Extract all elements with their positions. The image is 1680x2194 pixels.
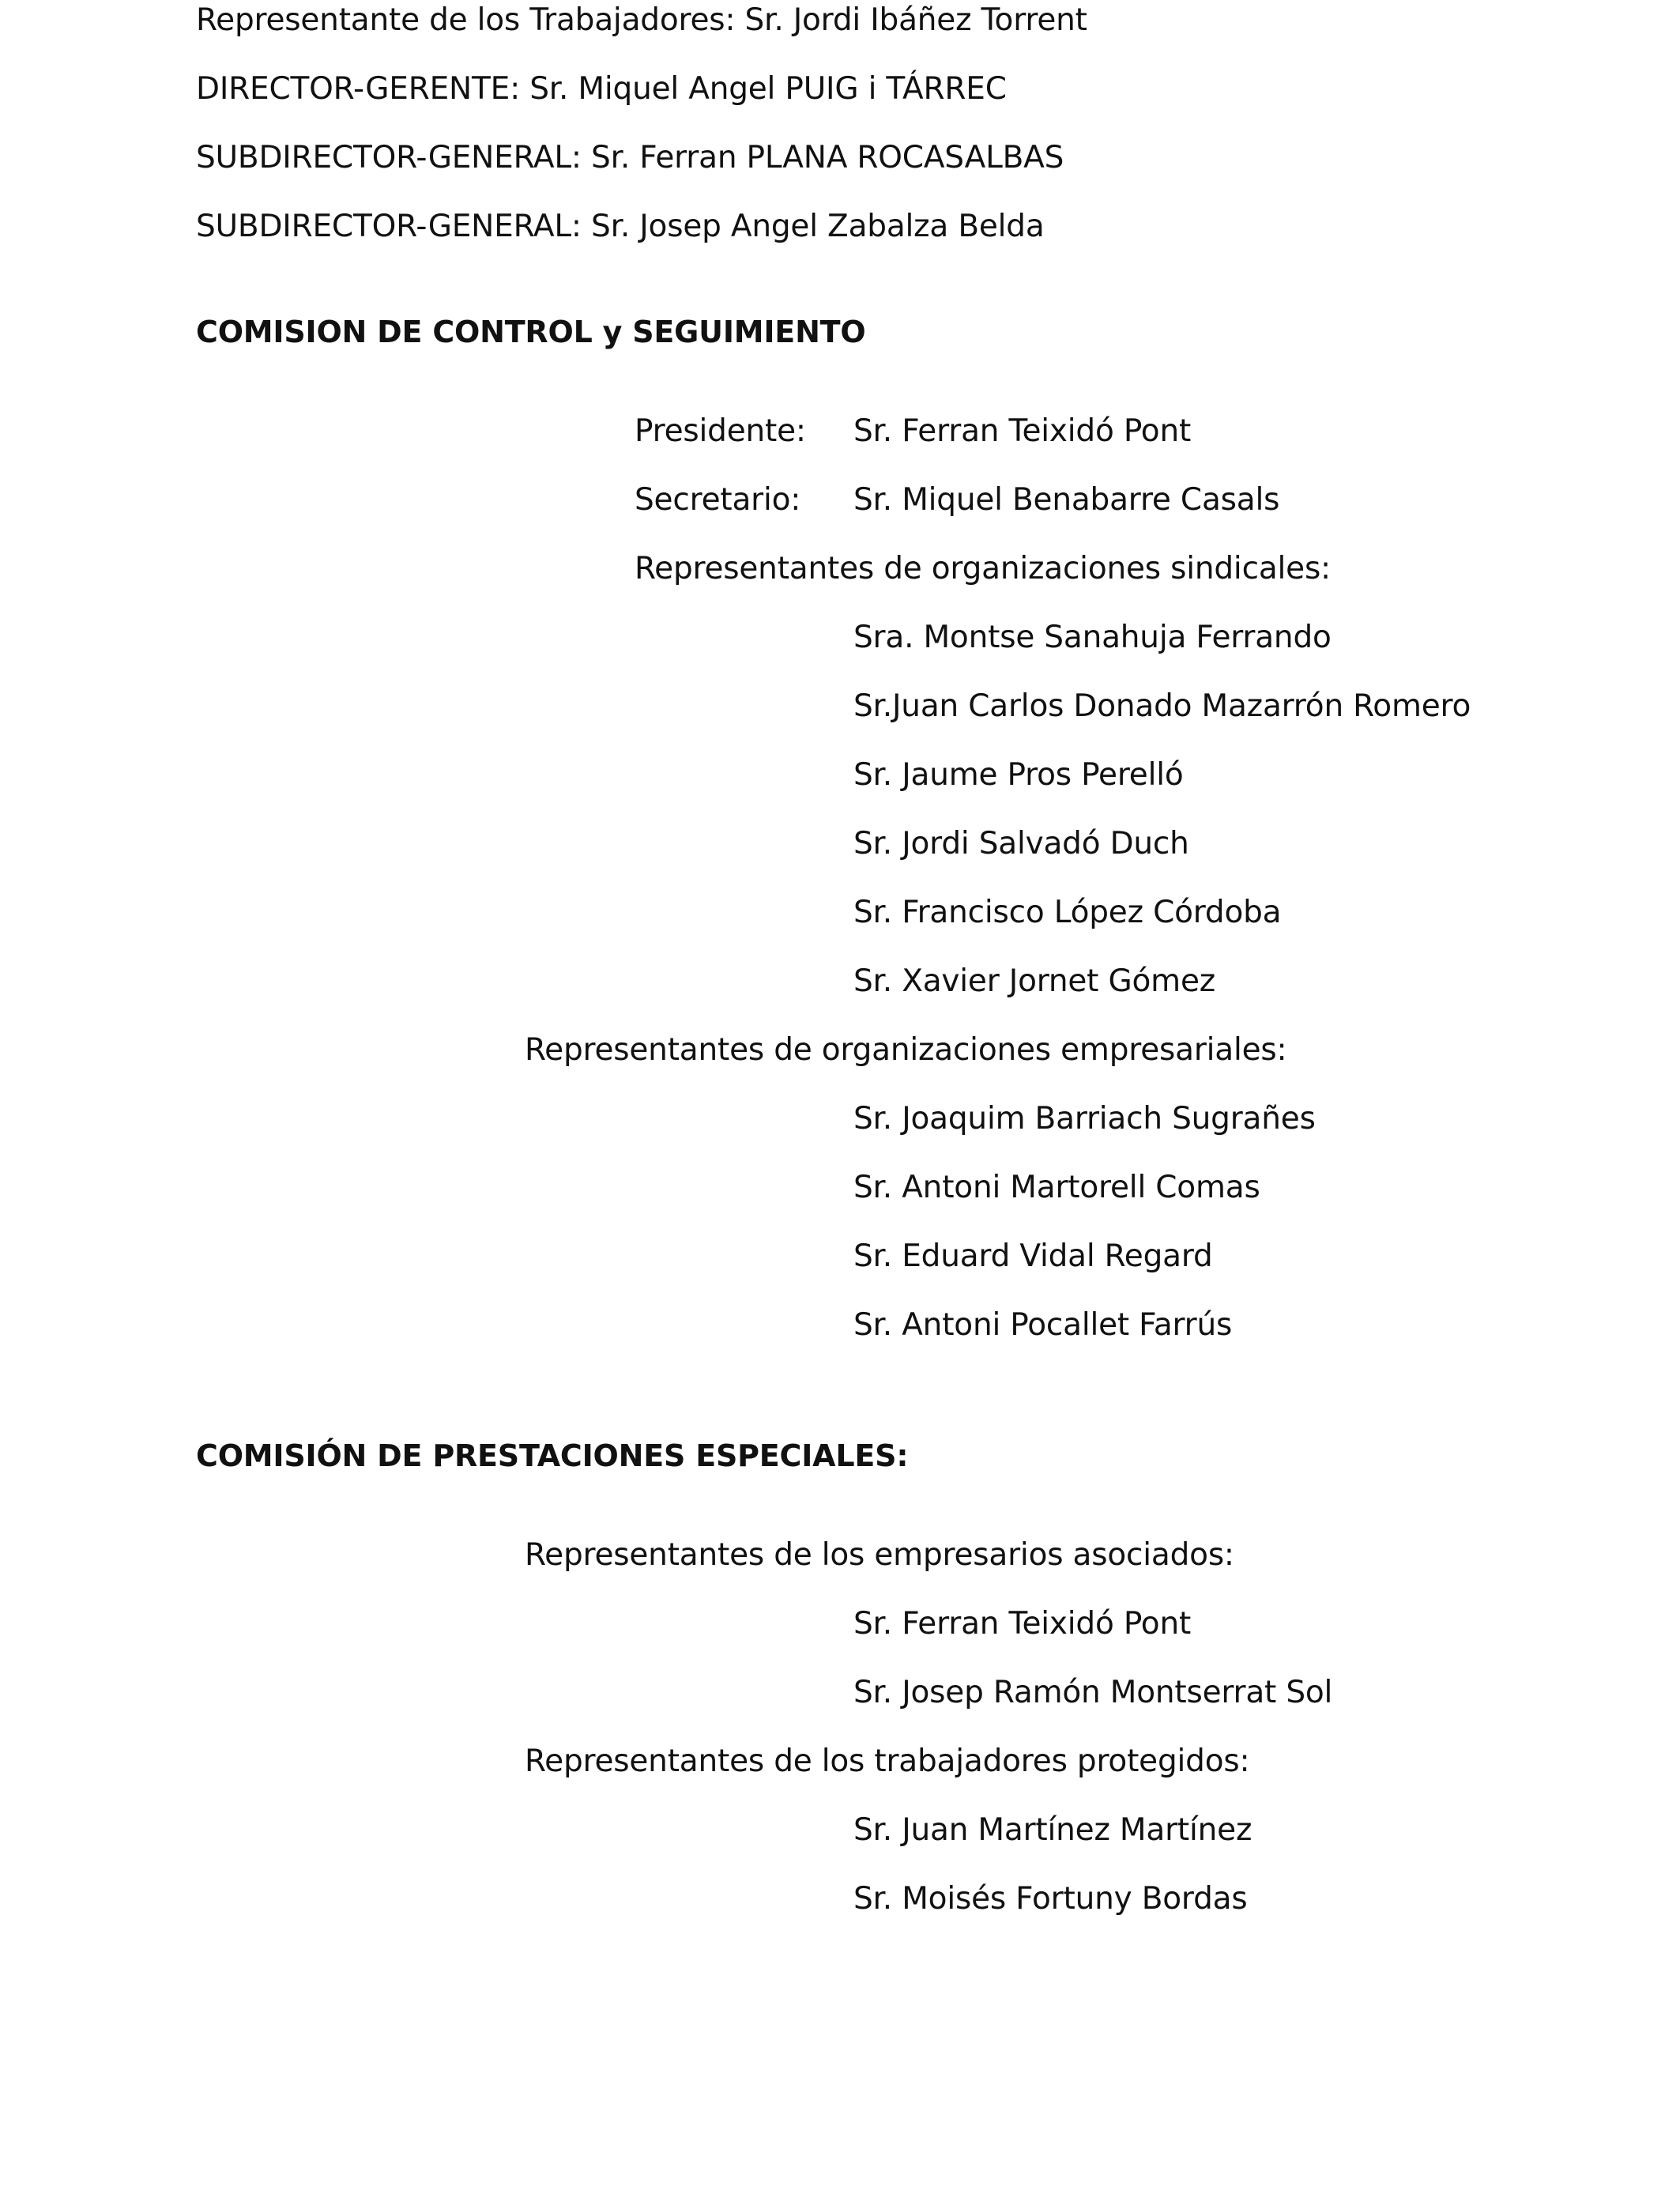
- business-representatives-label: Representantes de organizaciones empresariales:: [525, 1032, 1287, 1068]
- business-member: Sr. Joaquim Barriach Sugrañes: [853, 1101, 1316, 1137]
- union-member: Sr.Juan Carlos Donado Mazarrón Romero: [853, 688, 1471, 724]
- subdirector-general-1: SUBDIRECTOR-GENERAL: Sr. Ferran PLANA ROCASALBAS: [196, 140, 1064, 175]
- union-member: Sr. Jaume Pros Perelló: [853, 757, 1184, 793]
- union-member: Sra. Montse Sanahuja Ferrando: [853, 620, 1332, 655]
- business-member: Sr. Antoni Martorell Comas: [853, 1170, 1260, 1205]
- president-label: Presidente:: [635, 413, 806, 449]
- president-name: Sr. Ferran Teixidó Pont: [853, 413, 1192, 449]
- employers-representatives-label: Representantes de los empresarios asociados:: [525, 1537, 1234, 1573]
- special-benefits-heading: COMISIÓN DE PRESTACIONES ESPECIALES:: [196, 1438, 909, 1473]
- director-gerente: DIRECTOR-GERENTE: Sr. Miquel Angel PUIG i TÁRREC: [196, 71, 1007, 107]
- union-representatives-label: Representantes de organizaciones sindicales:: [635, 551, 1332, 586]
- union-member: Sr. Francisco López Córdoba: [853, 895, 1282, 930]
- employers-member: Sr. Ferran Teixidó Pont: [853, 1606, 1192, 1642]
- union-member: Sr. Jordi Salvadó Duch: [853, 826, 1189, 861]
- workers-representative: Representante de los Trabajadores: Sr. Jordi Ibáñez Torrent: [196, 2, 1087, 38]
- protected-worker-member: Sr. Moisés Fortuny Bordas: [853, 1881, 1248, 1917]
- employers-member: Sr. Josep Ramón Montserrat Sol: [853, 1675, 1333, 1710]
- business-member: Sr. Antoni Pocallet Farrús: [853, 1307, 1233, 1343]
- protected-worker-member: Sr. Juan Martínez Martínez: [853, 1812, 1252, 1848]
- secretary-name: Sr. Miquel Benabarre Casals: [853, 482, 1280, 518]
- protected-workers-label: Representantes de los trabajadores protegidos:: [525, 1744, 1250, 1779]
- subdirector-general-2: SUBDIRECTOR-GENERAL: Sr. Josep Angel Zabalza Belda: [196, 209, 1045, 244]
- secretary-label: Secretario:: [635, 482, 801, 518]
- control-commission-heading: COMISION DE CONTROL y SEGUIMIENTO: [196, 315, 866, 349]
- business-member: Sr. Eduard Vidal Regard: [853, 1238, 1213, 1274]
- union-member: Sr. Xavier Jornet Gómez: [853, 963, 1216, 999]
